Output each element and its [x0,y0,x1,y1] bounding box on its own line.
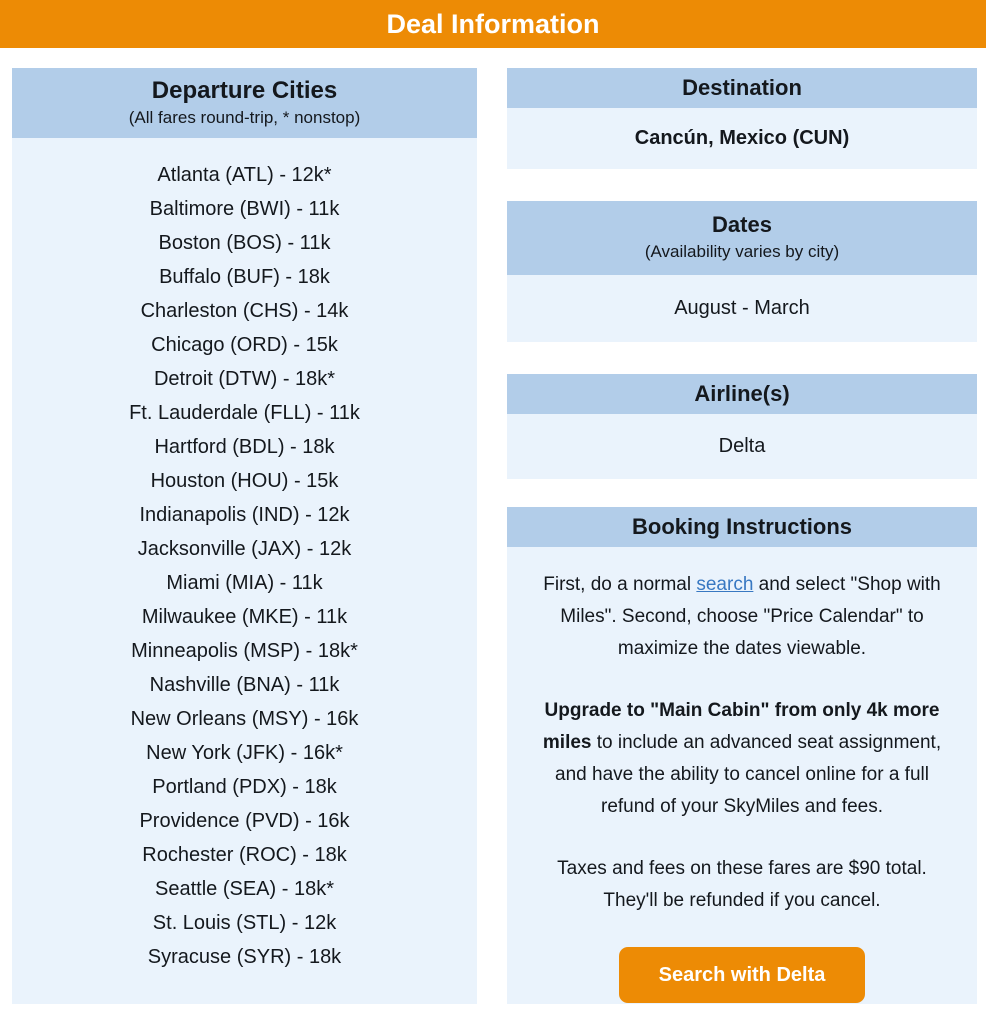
booking-paragraph-2 [531,695,953,823]
destination-value: Cancún, Mexico (CUN) [507,108,977,169]
city-item: Chicago (ORD) - 15k [151,334,338,356]
deal-information-banner [0,0,986,48]
departure-cities-header [12,68,477,138]
city-item: Baltimore (BWI) - 11k [149,198,340,220]
city-item: Providence (PVD) - 16k [139,810,350,832]
dates-subtitle: (Availability varies by city) [644,242,840,261]
booking-paragraph-1 [531,569,953,665]
city-item: Ft. Lauderdale (FLL) - 11k [129,402,360,424]
booking-p2-bold-text: Upgrade to "Main Cabin" from only 4k more miles [542,700,940,753]
departure-cities-title: Departure Cities [151,77,338,104]
city-item: Charleston (CHS) - 14k [140,300,349,322]
page-title: Deal Information [386,8,600,39]
city-item: St. Louis (STL) - 12k [152,912,337,934]
destination-section [507,68,977,169]
departure-cities-subtitle: (All fares round-trip, * nonstop) [128,108,361,127]
city-item: Boston (BOS) - 11k [158,232,331,254]
city-item: Hartford (BDL) - 18k [154,436,335,458]
city-item: Syracuse (SYR) - 18k [147,946,342,968]
content-area [0,48,986,1004]
city-item: Detroit (DTW) - 18k* [153,368,336,390]
city-item: Atlanta (ATL) - 12k* [157,164,332,186]
city-item: Jacksonville (JAX) - 12k [137,538,352,560]
deal-details-column [507,68,977,1004]
booking-p1-text-after: and select "Shop with Miles". Second, choose "Price Calendar" to maximize the dates viewable. [560,574,941,659]
dates-section [507,201,977,342]
airlines-value: Delta [507,414,977,479]
booking-paragraph-3: Taxes and fees on these fares are $90 total. They'll be refunded if you cancel. [557,858,927,911]
city-item: New York (JFK) - 16k* [146,742,343,764]
city-item: New Orleans (MSY) - 16k [130,708,359,730]
booking-instructions-body [507,547,977,1004]
city-item: Indianapolis (IND) - 12k [139,504,350,526]
city-item: Minneapolis (MSP) - 18k* [131,640,358,662]
dates-title: Dates [712,212,772,237]
city-item: Milwaukee (MKE) - 11k [141,606,348,628]
search-link[interactable]: search [696,574,754,595]
city-item: Houston (HOU) - 15k [150,470,339,492]
booking-p1-text: First, do a normal [543,574,697,595]
booking-instructions-section [507,507,977,1004]
destination-header: Destination [507,68,977,108]
city-item: Nashville (BNA) - 11k [149,674,340,696]
departure-cities-panel [12,68,477,1004]
booking-instructions-header: Booking Instructions [507,507,977,547]
city-item: Seattle (SEA) - 18k* [155,878,334,900]
dates-header [507,201,977,275]
city-item: Miami (MIA) - 11k [166,572,323,594]
search-with-delta-button[interactable]: Search with Delta [619,947,866,1003]
departure-city-list [12,138,477,1004]
dates-value: August - March [507,275,977,342]
booking-p2-text: to include an advanced seat assignment, and have the ability to cancel online for a full refund of your SkyMiles and fees. [555,732,942,817]
city-item: Portland (PDX) - 18k [152,776,337,798]
airlines-header: Airline(s) [507,374,977,414]
city-item: Rochester (ROC) - 18k [142,844,347,866]
airlines-section [507,374,977,479]
city-item: Buffalo (BUF) - 18k [159,266,330,288]
